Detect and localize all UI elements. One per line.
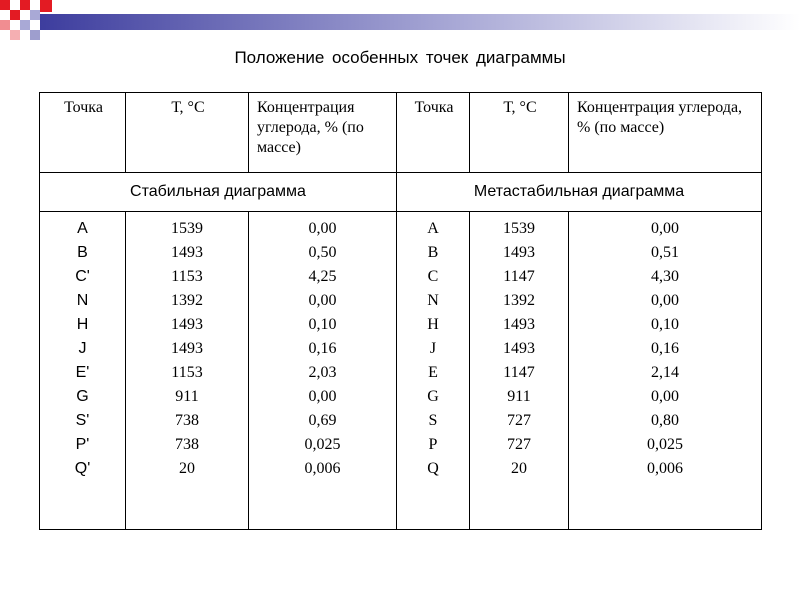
metastable-temps-cell: [470, 212, 569, 530]
header-point-metastable: Точка: [397, 93, 470, 173]
cell-value: 911: [175, 388, 199, 405]
cell-value: 1539: [503, 220, 535, 237]
cell-value: 0,025: [647, 436, 683, 453]
metastable-carbon-cell: [569, 212, 762, 530]
cell-value: 1493: [503, 244, 535, 261]
cell-value: 0,025: [304, 436, 341, 453]
decorative-header-bar: [0, 0, 800, 40]
header-point-stable: Точка: [40, 93, 126, 173]
cell-value: E': [75, 364, 90, 381]
cell-value: 0,00: [308, 292, 337, 309]
cell-value: S': [75, 412, 90, 429]
cell-value: 911: [507, 388, 531, 405]
cell-value: 0,00: [651, 388, 679, 405]
cell-value: J: [429, 340, 437, 357]
cell-value: J: [78, 340, 87, 357]
cell-value: N: [427, 292, 439, 309]
cell-value: 1493: [171, 340, 203, 357]
cell-value: 1493: [503, 340, 535, 357]
cell-value: C: [427, 268, 439, 285]
cell-value: 0,006: [304, 460, 341, 477]
cell-value: H: [76, 316, 89, 333]
cell-value: 1147: [503, 364, 535, 381]
cell-value: N: [76, 292, 89, 309]
cell-value: 20: [179, 460, 195, 477]
section-stable: Стабильная диаграмма: [40, 173, 397, 212]
cell-value: A: [427, 220, 439, 237]
cell-value: B: [77, 244, 88, 261]
data-row: [40, 212, 762, 530]
cell-value: 738: [175, 436, 199, 453]
cell-value: 1153: [171, 364, 203, 381]
cell-value: 0,00: [651, 220, 679, 237]
cell-value: G: [76, 388, 89, 405]
header-carbon-stable: Концентрация углерода, % (по массе): [249, 93, 397, 173]
cell-value: P': [75, 436, 90, 453]
cell-value: Q': [74, 460, 91, 477]
stable-temps-cell: [126, 212, 249, 530]
cell-value: C': [75, 268, 90, 285]
header-temp-metastable: Т, °С: [470, 93, 569, 173]
cell-value: 1493: [171, 316, 203, 333]
header-row: [40, 93, 762, 173]
cell-value: 1539: [171, 220, 203, 237]
cell-value: 0,50: [308, 244, 337, 261]
cell-value: 727: [507, 436, 531, 453]
cell-value: 1493: [503, 316, 535, 333]
cell-value: 20: [511, 460, 527, 477]
cell-value: G: [427, 388, 439, 405]
header-carbon-metastable: Концентрация углерода, % (по массе): [569, 93, 762, 173]
cell-value: 4,30: [651, 268, 679, 285]
cell-value: 4,25: [308, 268, 337, 285]
metastable-points-cell: [397, 212, 470, 530]
cell-value: A: [77, 220, 88, 237]
section-row: [40, 173, 762, 212]
cell-value: 0,80: [651, 412, 679, 429]
cell-value: 0,16: [308, 340, 337, 357]
cell-value: 0,16: [651, 340, 679, 357]
stable-points-cell: [40, 212, 126, 530]
section-metastable: Метастабильная диаграмма: [397, 173, 762, 212]
cell-value: 738: [175, 412, 199, 429]
cell-value: 0,10: [651, 316, 679, 333]
cell-value: 0,10: [308, 316, 337, 333]
cell-value: Q: [427, 460, 439, 477]
cell-value: 0,69: [308, 412, 337, 429]
stable-carbon-cell: [249, 212, 397, 530]
cell-value: 1147: [503, 268, 535, 285]
cell-value: 0,00: [651, 292, 679, 309]
points-table: [39, 92, 762, 530]
cell-value: P: [428, 436, 438, 453]
cell-value: E: [428, 364, 438, 381]
cell-value: H: [427, 316, 439, 333]
cell-value: 0,00: [308, 388, 337, 405]
cell-value: 727: [507, 412, 531, 429]
cell-value: 0,00: [308, 220, 337, 237]
cell-value: 1392: [503, 292, 535, 309]
slide-title: Положение особенных точек диаграммы: [234, 48, 566, 67]
header-temp-stable: Т, °С: [126, 93, 249, 173]
cell-value: 2,03: [308, 364, 337, 381]
cell-value: 0,006: [647, 460, 683, 477]
cell-value: 1493: [171, 244, 203, 261]
cell-value: 2,14: [651, 364, 679, 381]
cell-value: 1153: [171, 268, 203, 285]
cell-value: 0,51: [651, 244, 679, 261]
cell-value: S: [428, 412, 438, 429]
cell-value: 1392: [171, 292, 203, 309]
cell-value: B: [427, 244, 439, 261]
